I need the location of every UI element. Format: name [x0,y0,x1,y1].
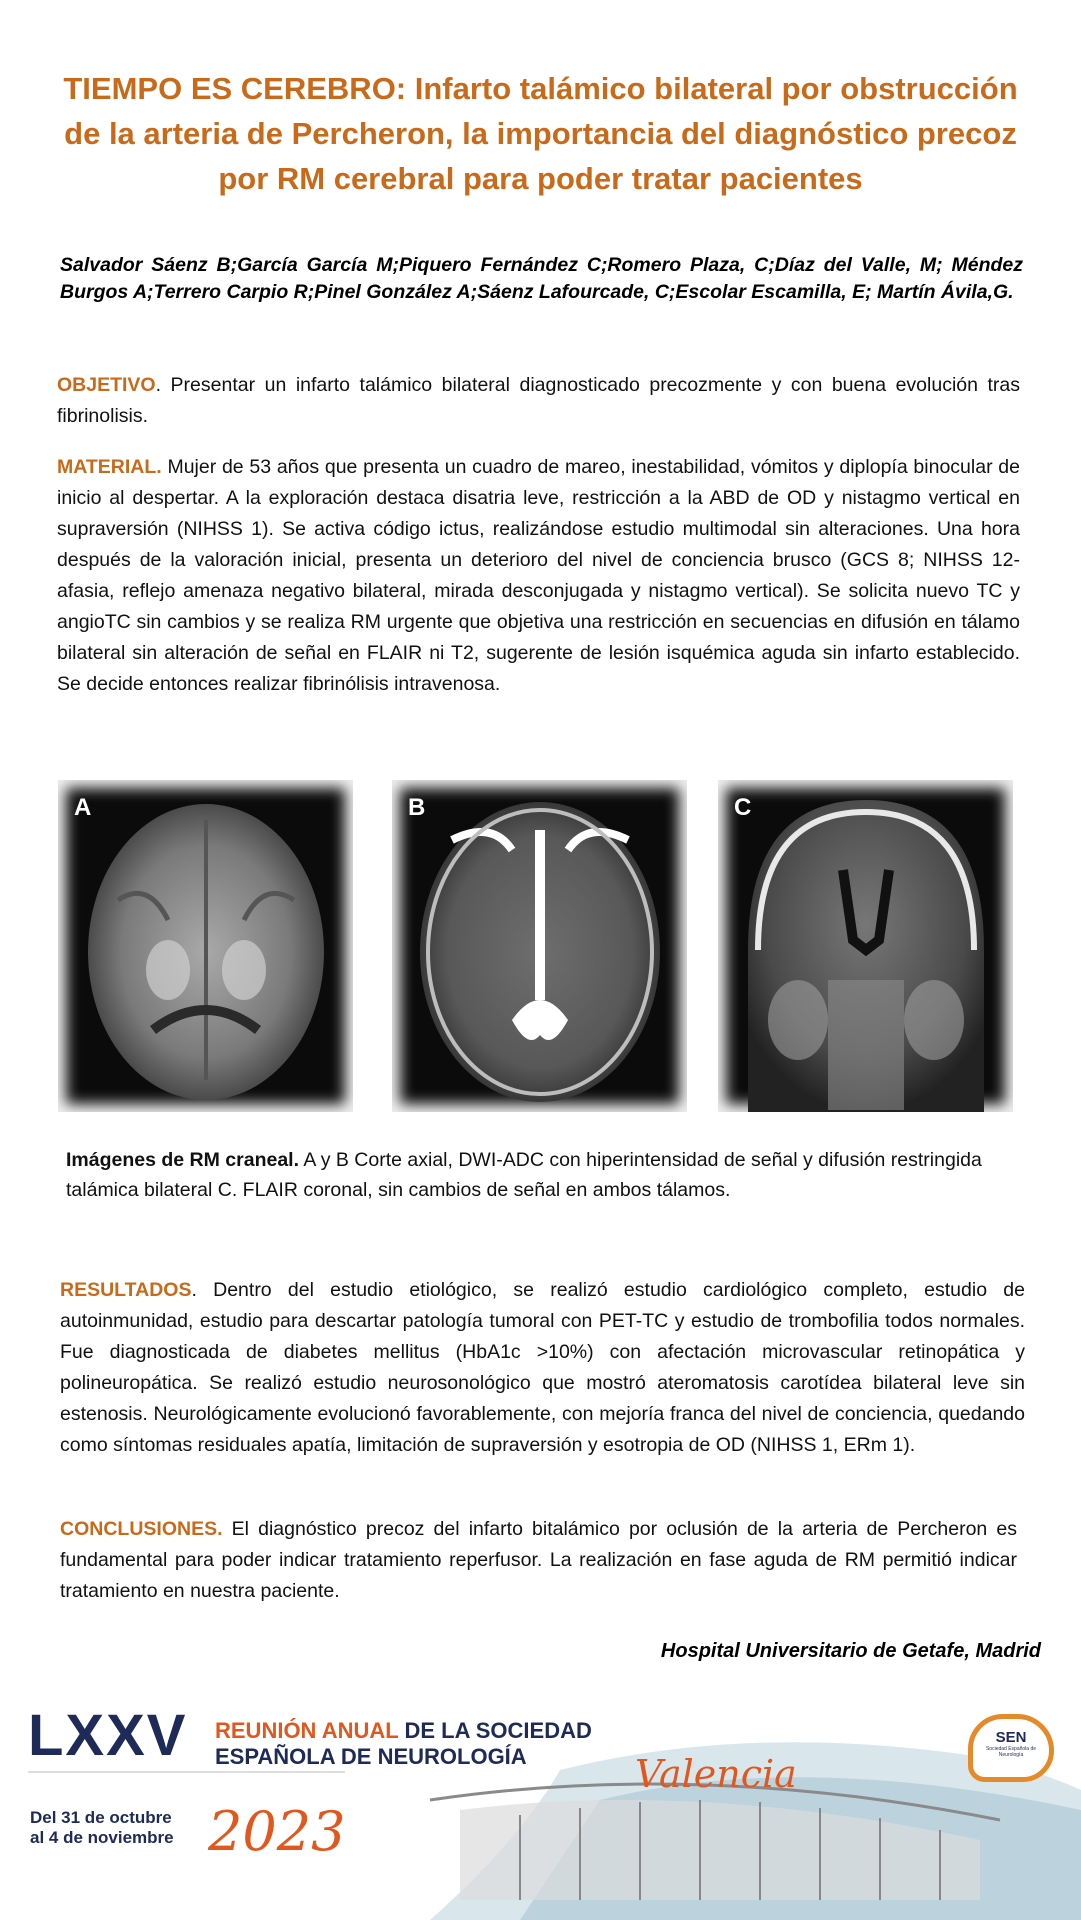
congress-footer [0,1700,1081,1920]
sen-logo [968,1714,1054,1782]
mri-image-a [58,780,353,1112]
mri-c-coronal-flair-graphic [718,780,1013,1112]
meeting-title-accent: REUNIÓN ANUAL [215,1718,399,1743]
congress-city: Valencia [635,1752,797,1796]
image-caption [66,1145,1016,1205]
mri-label-c: C [734,794,752,821]
sen-logo-title: SEN [995,1729,1027,1746]
mri-label-b: B [408,794,426,821]
mri-image-b [392,780,687,1112]
material-text: Mujer de 53 años que presenta un cuadro de mareo, inestabilidad, vómitos y diplopía binocular de inicio al despertar. A la exploración destaca disatria leve, restricción a la ABD de OD y nistagmo vertical en supraversión (NIHSS 1). Se activa código ictus, realizándose estudio multimodal sin alteraciones. Una hora después de la valoración inicial, presenta un deterioro del nivel de conciencia brusco (GCS 8; NIHSS 12-afasia, reflejo amenaza negativo bilateral, mirada desconjugada y nistagmo vertical). Se solicita nuevo TC y angioTC sin cambios y se realiza RM urgente que objetiva una restricción en secuencias en difusión en tálamo bilateral sin alteración de señal en FLAIR ni T2, sugerente de lesión isquémica aguda sin infarto establecido. Se decide entonces realizar fibrinólisis intravenosa. [57,456,1020,695]
objetivo-text: . Presentar un infarto talámico bilateral diagnosticado precozmente y con buena evolución tras fibrinolisis. [57,374,1020,427]
conclusiones-text: El diagnóstico precoz del infarto bitalámico por oclusión de la arteria de Percheron es fundamental para poder indicar tratamiento reperfusor. La realización en fase aguda de RM permitió indicar tratamiento en nuestra paciente. [60,1518,1017,1602]
congress-dates [30,1808,174,1848]
objetivo-heading: OBJETIVO [57,374,156,396]
sen-logo-subtitle: Sociedad Española de Neurología [985,1746,1037,1758]
material-section [57,452,1020,700]
meeting-title-line-1 [215,1718,592,1744]
dates-line-2: al 4 de noviembre [30,1828,174,1847]
meeting-title-rest: DE LA SOCIEDAD [398,1718,592,1743]
mri-a-axial-dwi-graphic [58,780,353,1112]
caption-bold: Imágenes de RM craneal. [66,1149,300,1171]
mri-b-axial-adc-graphic [392,780,687,1112]
dates-line-1: Del 31 de octubre [30,1808,172,1827]
resultados-text: . Dentro del estudio etiológico, se realizó estudio cardiológico completo, estudio de autoinmunidad, estudio para descartar patología tumoral con PET-TC y estudio de trombofilia todos normales. Fue diagnosticada de diabetes mellitus (HbA1c >10%) con afectación microvascular retinopática y polineuropática. Se realizó estudio neurosonológico que mostró ateromatosis carotídea bilateral leve sin estenosis. Neurológicamente evolucionó favorablemente, con mejoría franca del nivel de conciencia, quedando como síntomas residuales apatía, limitación de supraversión y esotropia de OD (NIHSS 1, ERm 1). [60,1279,1025,1456]
authors-list: Salvador Sáenz B;García García M;Piquero Fernández C;Romero Plaza, C;Díaz del Valle, M; Méndez Burgos A;Terrero Carpio R;Pinel González A;Sáenz Lafourcade, C;Escolar Escamilla, E; Martín Ávila,G. [60,254,1023,303]
resultados-section [60,1275,1025,1461]
meeting-title-line-2: ESPAÑOLA DE NEUROLOGÍA [215,1744,527,1769]
hospital-affiliation: Hospital Universitario de Getafe, Madrid [660,1640,1041,1662]
mri-image-c [718,780,1013,1112]
material-heading: MATERIAL. [57,456,162,478]
conclusiones-heading: CONCLUSIONES. [60,1518,223,1540]
objetivo-section [57,370,1020,432]
congress-edition: LXXV [28,1703,188,1768]
caption-text: A y B Corte axial, DWI-ADC con hiperintensidad de señal y difusión restringida talámica bilateral C. FLAIR coronal, sin cambios de señal en ambos tálamos. [66,1149,982,1201]
mri-label-a: A [74,794,92,821]
congress-year: 2023 [208,1800,346,1863]
poster-title: TIEMPO ES CEREBRO: Infarto talámico bilateral por obstrucción de la arteria de Percheron, la importancia del diagnóstico precoz por RM cerebral para poder tratar pacientes [63,71,1018,196]
conclusiones-section [60,1514,1017,1607]
resultados-heading: RESULTADOS [60,1279,192,1301]
